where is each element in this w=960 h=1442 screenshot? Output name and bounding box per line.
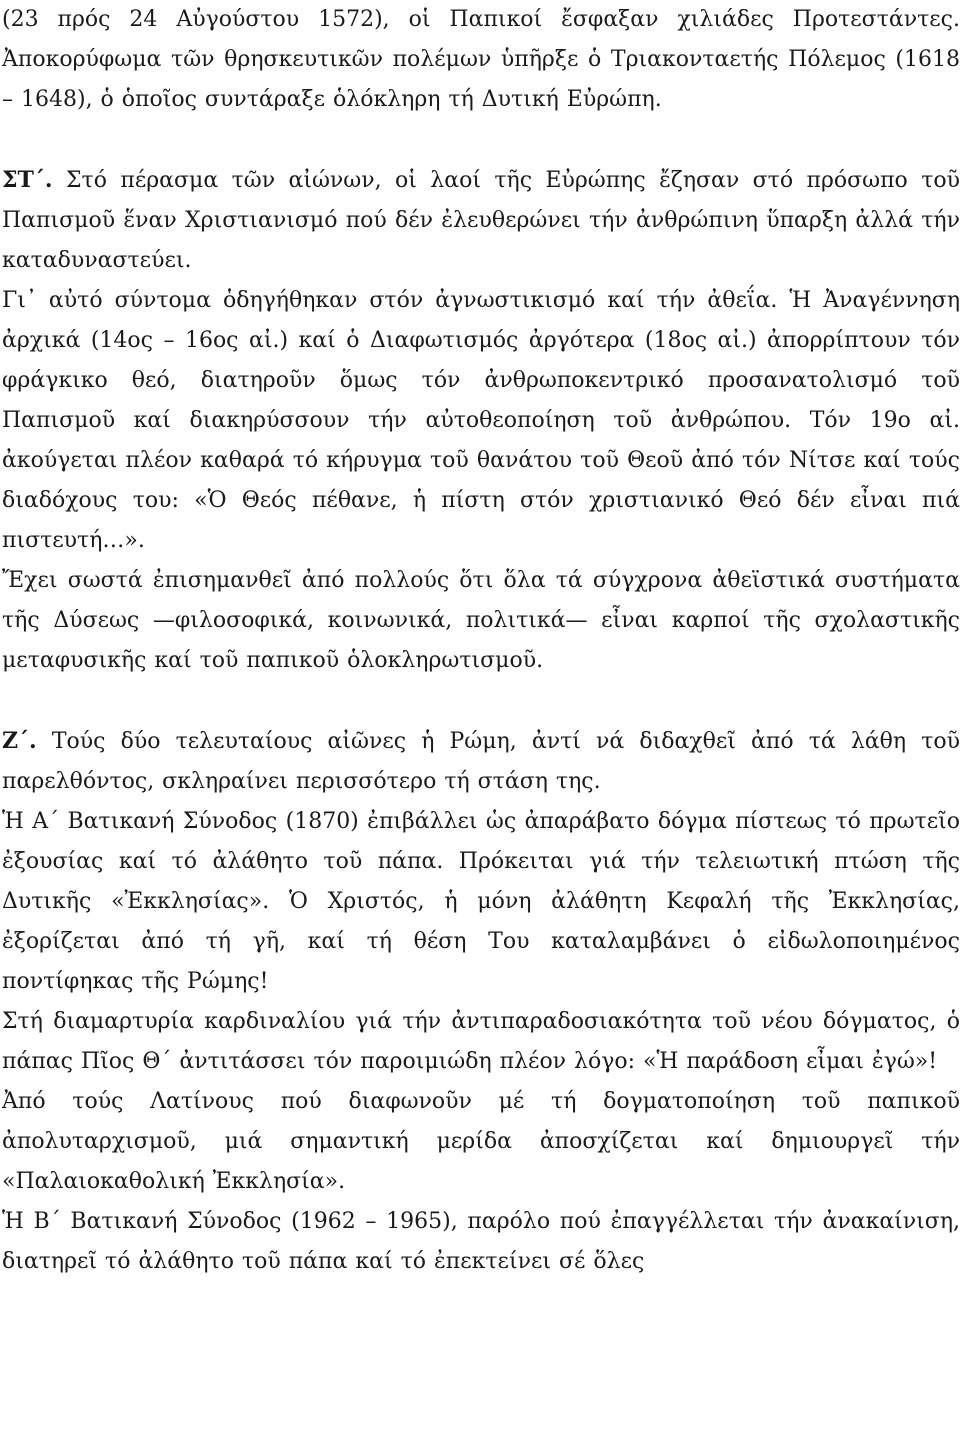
paragraph-agnosticism	[2, 281, 960, 561]
section-label-z: Ζ΄.	[2, 728, 37, 754]
paragraph-text: (23 πρός 24 Αὐγούστου 1572), οἱ Παπικοί ἔσφαξαν χιλιάδες Προτεστάντες. Ἀποκορύφωμα τῶν θρησκευτικῶν πολέμων ὑπῆρξε ὁ Τριακονταετής Πόλεμος (1618 – 1648), ὁ ὁποῖος συντάραξε ὁλόκληρη τή Δυτική Εὐρώπη.	[2, 7, 960, 112]
section-st-paragraph	[2, 160, 960, 281]
paragraph-gap	[2, 120, 960, 160]
paragraph-second-vatican	[2, 1202, 960, 1282]
paragraph-text: Στό πέρασμα τῶν αἰώνων, οἱ λαοί τῆς Εὐρώπης ἔζησαν στό πρόσωπο τοῦ Παπισμοῦ ἕναν Χριστιανισμό πού δέν ἐλευθερώνει τήν ἀνθρώπινη ὕπαρξη ἀλλά τήν καταδυναστεύει.	[2, 168, 960, 273]
paragraph-gap	[2, 681, 960, 721]
paragraph-first-vatican	[2, 802, 960, 1002]
paragraph-text: Τούς δύο τελευταίους αἰῶνες ἡ Ρώμη, ἀντί νά διδαχθεῖ ἀπό τά λάθη τοῦ παρελθόντος, σκληραίνει περισσότερο τή στάση της.	[2, 729, 960, 794]
paragraph-text: Ἡ Β΄ Βατικανή Σύνοδος (1962 – 1965), παρόλο πού ἐπαγγέλλεται τήν ἀνακαίνιση, διατηρεῖ τό ἀλάθητο τοῦ πάπα καί τό ἐπεκτείνει σέ ὅλες	[2, 1209, 960, 1274]
paragraph-text: Στή διαμαρτυρία καρδιναλίου γιά τήν ἀντιπαραδοσιακότητα τοῦ νέου δόγματος, ὁ πάπας Πῖος Θ΄ ἀντιτάσσει τόν παροιμιώδη πλέον λόγο: «Ἡ παράδοση εἶμαι ἐγώ»!	[2, 1009, 960, 1074]
section-label-st: ΣΤ΄.	[2, 167, 53, 193]
paragraph-text: Ἀπό τούς Λατίνους πού διαφωνοῦν μέ τή δογματοποίηση τοῦ παπικοῦ ἀπολυταρχισμοῦ, μιά σημαντική μερίδα ἀποσχίζεται καί δημιουργεῖ τήν «Παλαιοκαθολική Ἐκκλησία».	[2, 1089, 960, 1194]
paragraph-atheist-systems	[2, 561, 960, 681]
paragraph-text: Ἡ Α΄ Βατικανή Σύνοδος (1870) ἐπιβάλλει ὡς ἀπαράβατο δόγμα πίστεως τό πρωτεῖο ἐξουσίας καί τό ἀλάθητο τοῦ πάπα. Πρόκειται γιά τήν τελειωτική πτώση τῆς Δυτικῆς «Ἐκκλησίας». Ὁ Χριστός, ἡ μόνη ἀλάθητη Κεφαλή τῆς Ἐκκλησίας, ἐξορίζεται ἀπό τή γῆ, καί τή θέση Του καταλαμβάνει ὁ εἰδωλοποιημένος ποντίφηκας τῆς Ρώμης!	[2, 809, 960, 994]
paragraph-cardinal-protest	[2, 1002, 960, 1082]
paragraph-text: Γι᾽ αὐτό σύντομα ὁδηγήθηκαν στόν ἀγνωστικισμό καί τήν ἀθεΐα. Ἡ Ἀναγέννηση ἀρχικά (14ος – 16ος αἰ.) καί ὁ Διαφωτισμός ἀργότερα (18ος αἰ.) ἀπορρίπτουν τόν φράγκικο θεό, διατηροῦν ὅμως τόν ἀνθρωποκεντρικό προσανατολισμό τοῦ Παπισμοῦ καί διακηρύσσουν τήν αὐτοθεοποίηση τοῦ ἀνθρώπου. Τόν 19ο αἰ. ἀκούγεται πλέον καθαρά τό κήρυγμα τοῦ θανάτου τοῦ Θεοῦ ἀπό τόν Νίτσε καί τούς διαδόχους του: «Ὁ Θεός πέθανε, ἡ πίστη στόν χριστιανικό Θεό δέν εἶναι πιά πιστευτή…».	[2, 288, 960, 553]
paragraph-text: Ἔχει σωστά ἐπισημανθεῖ ἀπό πολλούς ὅτι ὅλα τά σύγχρονα ἀθεϊστικά συστήματα τῆς Δύσεως —φιλοσοφικά, κοινωνικά, πολιτικά— εἶναι καρποί τῆς σχολαστικῆς μεταφυσικῆς καί τοῦ παπικοῦ ὁλοκληρωτισμοῦ.	[2, 568, 960, 673]
paragraph-old-catholic	[2, 1082, 960, 1202]
section-z-paragraph	[2, 721, 960, 802]
paragraph-massacre-end	[2, 0, 960, 120]
